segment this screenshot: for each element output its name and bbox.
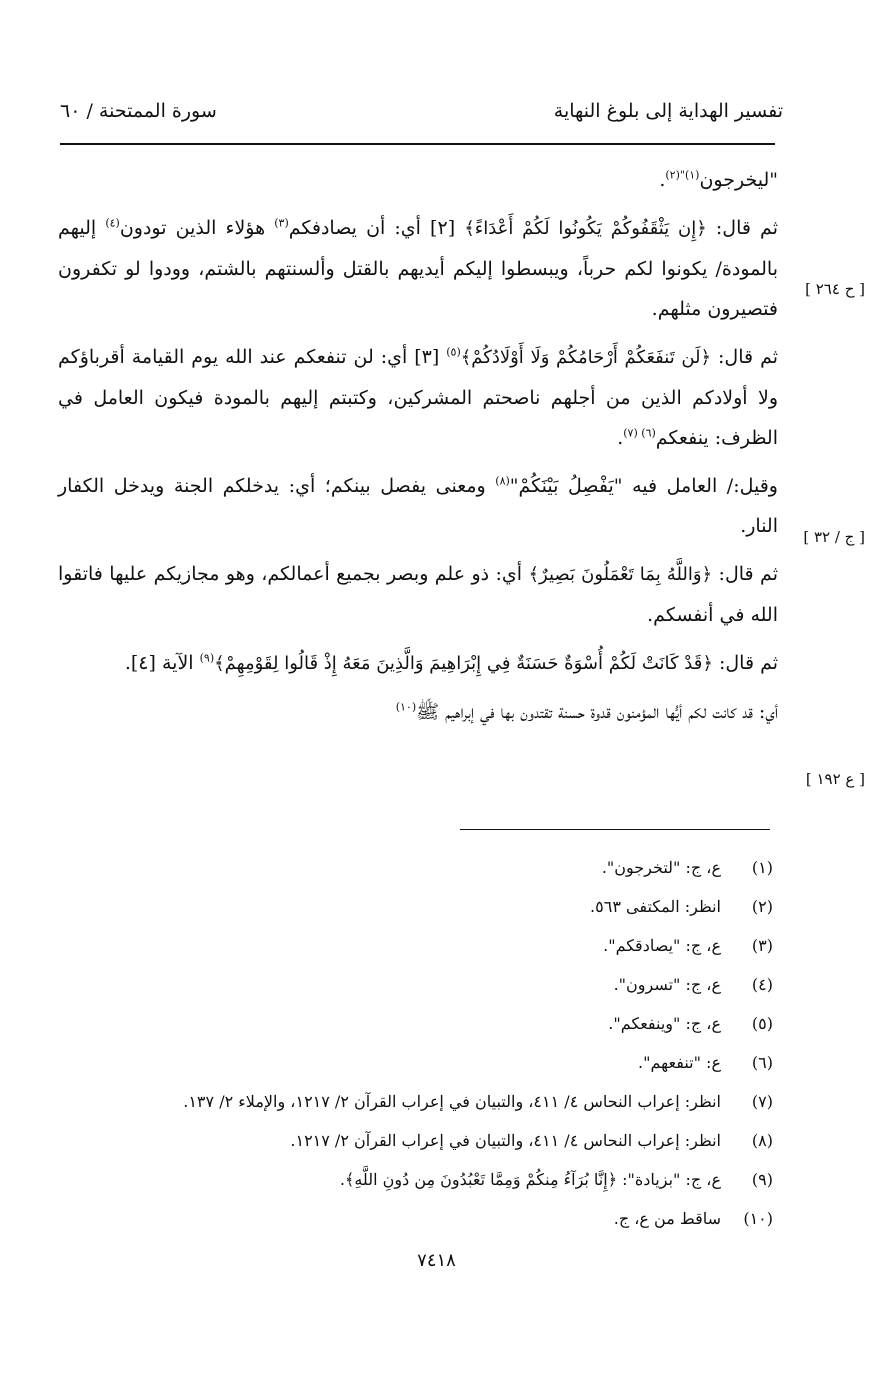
footnote-rule [460, 829, 770, 830]
quran-verse: ﴿إِن يَثْقَفُوكُمْ يَكُونُوا لَكُمْ أَعْدَاءً﴾ [464, 218, 707, 239]
footnote-number: (٦) [751, 1053, 773, 1072]
footnote [53, 1004, 773, 1043]
footnote-number: (٤) [751, 975, 773, 994]
footnote-number: (٢) [751, 897, 773, 916]
footnote-ref: (١)"(٢) [665, 168, 700, 182]
footnote-ref: (٦) (٧) [623, 426, 656, 440]
paragraph [58, 208, 778, 329]
paragraph [58, 692, 778, 732]
footnote-number: (٩) [751, 1170, 773, 1189]
margin-reference: [ ح ٢٦٤ ] [805, 280, 865, 298]
footnote-number: (٣) [751, 936, 773, 955]
footnote-text: ع، ج: "وينفعكم". [608, 1014, 721, 1033]
text: [٣] أي: لن تنفعكم عند الله يوم القيامة أقرباؤكم ولا أولادكم الذين من أجلهم ناصحتم المشركين، وكتبتم إليهم بالمودة فيكون العامل في الظرف: ينفعكم [58, 346, 778, 449]
footnote-number: (٥) [751, 1014, 773, 1033]
main-text [58, 160, 778, 740]
text: الآية [٤]. [124, 652, 200, 674]
text: هؤلاء الذين تودون [119, 217, 275, 239]
paragraph [58, 554, 778, 635]
quran-verse: ﴿لَن تَنفَعَكُمْ أَرْحَامُكُمْ وَلَا أَوْلَادُكُمْ﴾ [460, 347, 712, 368]
footnote-text: ع، ج: "تسرون". [613, 975, 721, 994]
text: أي: قد كانت لكم أيُّها المؤمنون قدوة حسنة تقتدون بها في إبراهيم ﷺ [416, 701, 778, 723]
page-number: ٧٤١٨ [417, 1250, 456, 1271]
margin-reference: [ ع ١٩٢ ] [805, 770, 865, 788]
footnote-ref: (٤) [105, 216, 120, 230]
footnote-ref: (٣) [274, 216, 289, 230]
footnote-number: (١) [751, 858, 773, 877]
footnote-text: ع، ج: "لتخرجون". [601, 858, 721, 877]
quran-verse: ﴿قَدْ كَانَتْ لَكُمْ أُسْوَةٌ حَسَنَةٌ فِي إِبْرَاهِيمَ وَالَّذِينَ مَعَهُ إِذْ قَالُوا لِقَوْمِهِمْ﴾ [214, 653, 713, 674]
footnote-text: انظر: المكتفى ٥٦٣. [590, 897, 721, 916]
footnote-ref: (١٠) [395, 700, 417, 714]
paragraph [58, 160, 778, 200]
text: ثم قال: [712, 652, 778, 674]
surah-name: سورة الممتحنة / ٦٠ [60, 100, 217, 122]
footnote [53, 1121, 773, 1160]
footnote-number: (٧) [751, 1092, 773, 1111]
footnote-text: انظر: إعراب النحاس ٤/ ٤١١، والتبيان في إعراب القرآن ٢/ ١٢١٧، والإملاء ٢/ ١٣٧. [183, 1092, 721, 1111]
paragraph [58, 466, 778, 546]
text: ثم قال: [712, 563, 778, 585]
text: [٢] أي: أن يصادفكم [288, 217, 465, 239]
paragraph [58, 337, 778, 458]
text: إليهم بالمودة/ يكونوا لكم حرباً، ويبسطوا إليكم أيديهم بالقتل وألسنتهم بالشتم، وودوا لو تكفرون فتصيرون مثلهم. [58, 217, 778, 320]
quran-verse: ﴿وَاللَّهُ بِمَا تَعْمَلُونَ بَصِيرٌ﴾ [528, 564, 713, 585]
text: . [617, 427, 624, 449]
footnote-text: ع، ج: "يصادقكم". [603, 936, 721, 955]
margin-reference: [ ج / ٣٢ ] [803, 528, 865, 546]
footnote-ref: (٨) [495, 474, 510, 488]
text: ثم قال: [711, 346, 779, 368]
text: ثم قال: [706, 217, 778, 239]
footnote [53, 1160, 773, 1199]
footnote-text: ساقط من ع، ج. [613, 1209, 721, 1228]
footnotes [53, 848, 773, 1238]
footnote [53, 1199, 773, 1238]
footnote-text: ع، ج: "بزيادة": ﴿إِنَّا بُرَآءُ مِنكُمْ وَمِمَّا تَعْبُدُونَ مِن دُونِ اللَّهِ﴾. [339, 1170, 721, 1189]
footnote [53, 1082, 773, 1121]
footnote [53, 1043, 773, 1082]
footnote-text: ع: "تنفعهم". [638, 1053, 721, 1072]
footnote [53, 848, 773, 887]
footnote-number: (١٠) [743, 1209, 773, 1228]
footnote-ref: (٩) [199, 651, 215, 665]
text: ومعنى يفصل بينكم؛ أي: يدخلكم الجنة ويدخل الكفار النار. [58, 475, 778, 537]
text: أي: ذو علم وبصر بجميع أعمالكم، وهو مجازيكم عليها فاتقوا الله في أنفسكم. [58, 563, 778, 626]
header-rule [60, 143, 775, 145]
book-title: تفسير الهداية إلى بلوغ النهاية [553, 100, 783, 122]
footnote-text: انظر: إعراب النحاس ٤/ ٤١١، والتبيان في إعراب القرآن ٢/ ١٢١٧. [290, 1131, 721, 1150]
text: . [659, 169, 666, 191]
paragraph [58, 643, 778, 684]
text: وقيل:/ العامل فيه "يَفْصِلُ بَيْنَكُمْ" [509, 475, 778, 497]
footnote [53, 965, 773, 1004]
footnote-ref: (٥) [446, 345, 461, 359]
text: "ليخرجون [699, 169, 778, 191]
footnote [53, 926, 773, 965]
footnote-number: (٨) [751, 1131, 773, 1150]
footnote [53, 887, 773, 926]
